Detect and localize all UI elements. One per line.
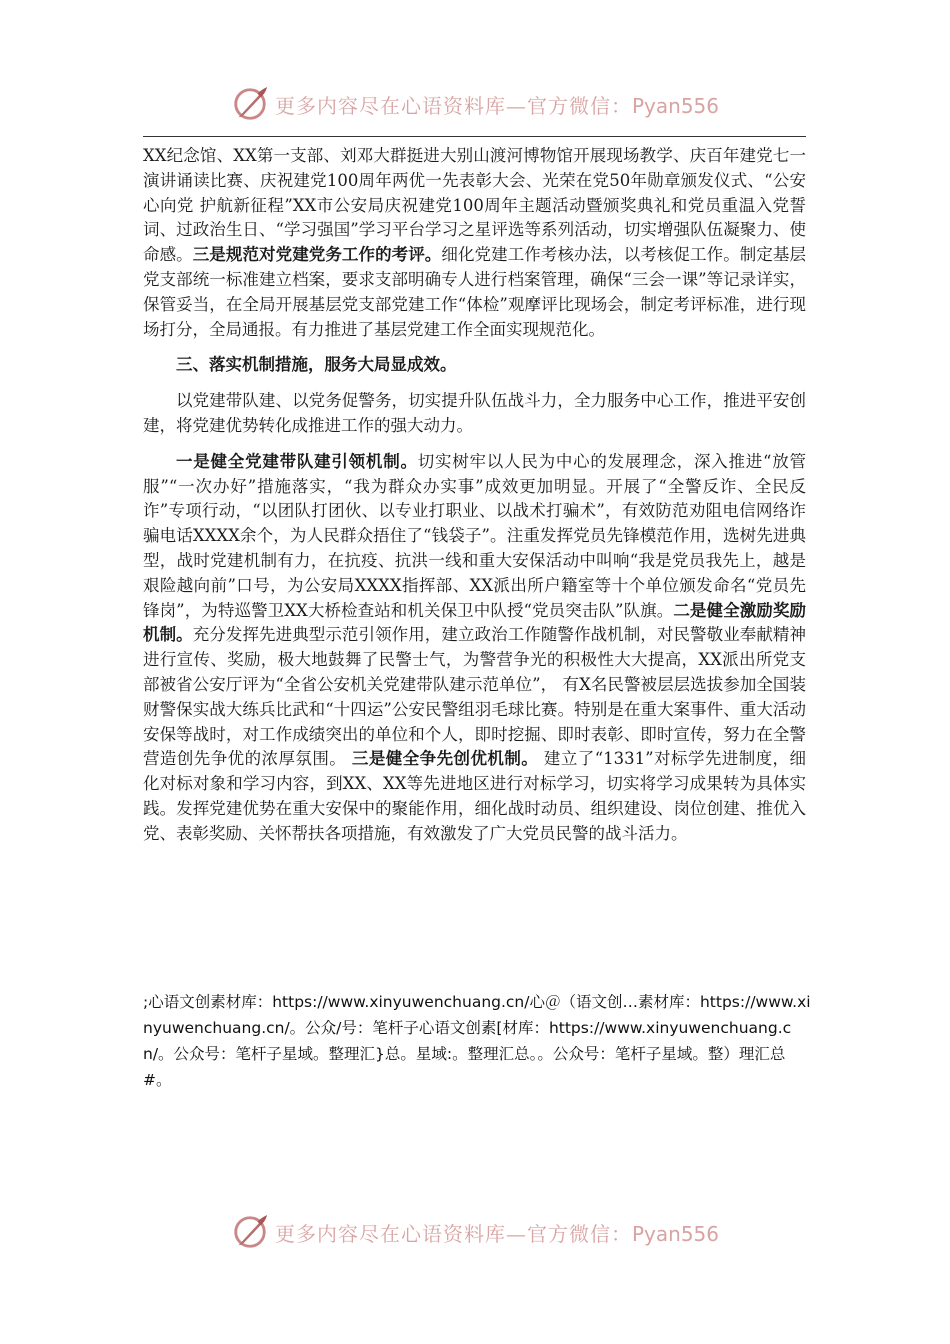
paragraph-mechanisms: 一是健全党建带队建引领机制。切实树牢以人民为中心的发展理念，深入推进“放管服”“一次办好”措施落实，“我为群众办实事”成效更加明显。开展了“全警反诈、全民反诈”专项行动，“以团队打团伙、以专业打职业、以战术打骗术”，有效防范劝阻电信网络诈骗电话XXXX余个，为人民群众捂住了“钱袋子”。注重发挥党员先锋模范作用，选树先进典型，战时党建机制有力，在抗疫、抗洪一线和重大安保活动中叫响“我是党员我先上，越是艰险越向前”口号，为公安局XXXX指挥部、XX派出所户籍室等十个单位颁发命名“党员先锋岗”，为特巡警卫XX大桥检查站和机关保卫中队授“党员突击队”队旗。二是健全激励奖励机制。充分发挥先进典型示范引领作用，建立政治工作随警作战机制，对民警敬业奉献精神进行宣传、奖励，极大地鼓舞了民警士气，为警营争光的积极性大大提高，XX派出所党支部被省公安厅评为“全省公安机关党建带队建示范单位”， 有X名民警被层层选拔参加全国装财警保实战大练兵比武和“十四运”公安民警组羽毛球比赛。特别是在重大案事件、重大活动安保等战时，对工作成绩突出的单位和个人，即时挖掘、即时表彰、即时宣传，努力在全警营造创先争优的浓厚氛围。 三是健全争先创优机制。 建立了“1331”对标学先进制度，细化对标对象和学习内容，到XX、XX等先进地区进行对标学习，切实将学习成果转为具体实践。发挥党建优势在重大安保中的聚能作用，细化战时动员、组织建设、岗位创建、推优入党、表彰奖励、关怀帮扶各项措施，有效激发了广大党员民警的战斗活力。 xyxy=(143,451,807,843)
pen-quill-logo-icon xyxy=(231,1213,269,1251)
header-watermark xyxy=(0,82,950,126)
watermark-text: 更多内容尽在心语资料库—官方微信：Pyan556 xyxy=(274,1221,719,1246)
paragraph-intro: 以党建带队建、以党务促警务，切实提升队伍战斗力，全力服务中心工作，推进平安创建，将党建优势转化成推进工作的强大动力。 xyxy=(143,391,806,435)
header-rule xyxy=(143,136,806,137)
footer-watermark xyxy=(0,1210,950,1254)
bold-lead-three: 三是规范对党建党务工作的考评。 xyxy=(192,245,442,265)
bold-lead-one: 一是健全党建带队建引领机制。 xyxy=(176,451,418,471)
bold-lead-three-mech: 三是健全争先创优机制。 xyxy=(351,749,539,769)
watermark-text: 更多内容尽在心语资料库—官方微信：Pyan556 xyxy=(274,93,719,118)
section-heading-3: 三、落实机制措施，服务大局显成效。 xyxy=(176,355,457,375)
footnote-source: ;心语文创素材库：https://www.xinyuwenchuang.cn/心＠（语文创…素材库：https://www.xinyuwenchuang.cn/。公众/号：笔杆子心语文创素[材库：https://www.xinyuwenchuang.cn/。公众号：笔杆子星域。整理汇}总。星域:。整理汇总。。公众号：笔杆子星域。整）理汇总#。 xyxy=(143,993,811,1089)
document-body xyxy=(143,144,806,847)
paragraph-continued: XX纪念馆、XX第一支部、刘邓大群挺进大别山渡河博物馆开展现场教学、庆百年建党七一演讲诵读比赛、庆祝建党100周年两优一先表彰大会、光荣在党50年勋章颁发仪式、“公安心向党 护航新征程”XX市公安局庆祝建党100周年主题活动暨颁奖典礼和党员重温入党誓词、过政治生日、“学习强国”学习平台学习之星评选等系列活动，切实增强队伍凝聚力、使命感。三是规范对党建党务工作的考评。细化党建工作考核办法，以考核促工作。制定基层党支部统一标准建立档案，要求支部明确专人进行档案管理，确保“三会一课”等记录详实，保管妥当，在全局开展基层党支部党建工作“体检”观摩评比现场会，制定考评标准，进行现场打分，全局通报。有力推进了基层党建工作全面实现规范化。 xyxy=(143,146,807,339)
bold-lead-two: 二是健全激励奖励机制。 xyxy=(143,600,806,645)
pen-quill-logo-icon xyxy=(231,85,269,123)
